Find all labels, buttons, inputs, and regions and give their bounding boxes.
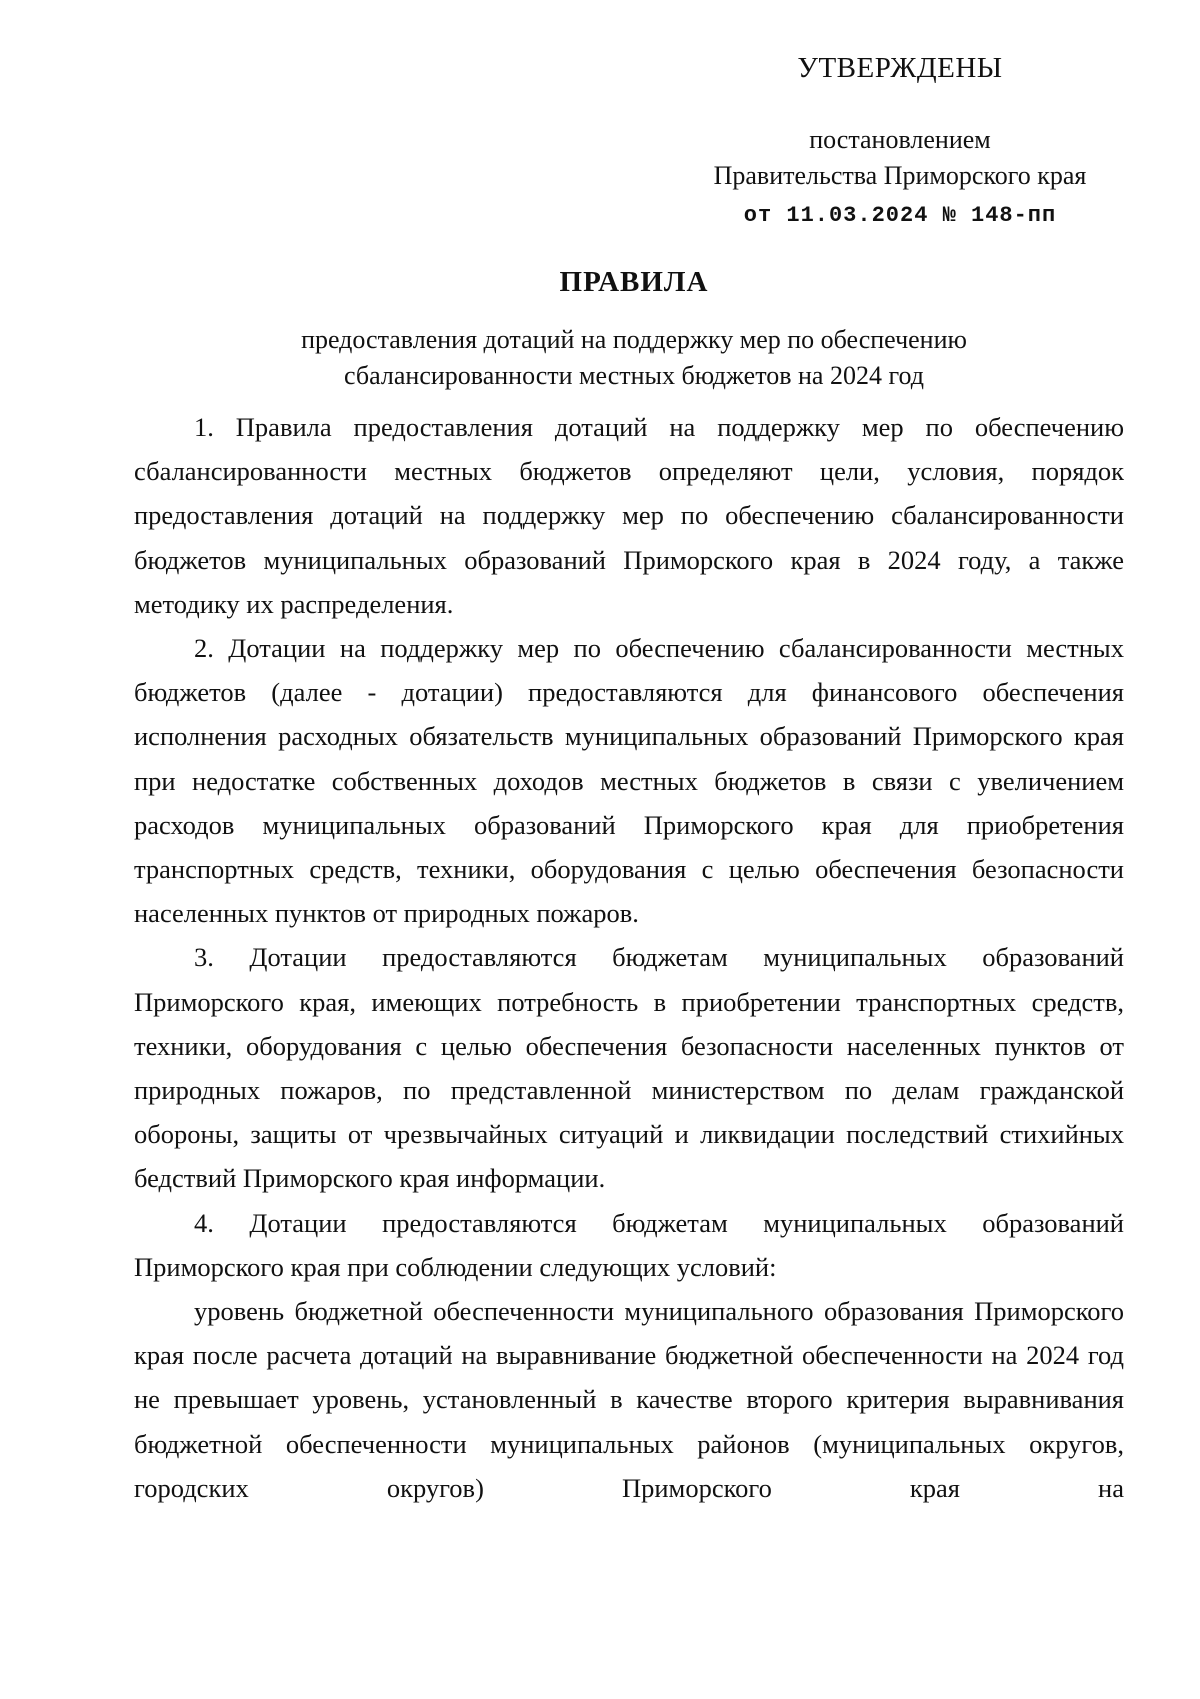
paragraph-1: 1. Правила предоставления дотаций на поддержку мер по обеспечению сбалансированности местных бюджетов определяют цели, условия, порядок предоставления дотаций на поддержку мер по обеспечению сбалансированности бюджетов муниципальных образований Приморского края в 2024 году, а также методику их распределения. [134, 412, 1124, 619]
approval-line-government: Правительства Приморского края [713, 161, 1087, 190]
paragraph-3: 3. Дотации предоставляются бюджетам муниципальных образований Приморского края, имеющих потребность в приобретении транспортных средств, техники, оборудования с целью обеспечения безопасности населенных пунктов от природных пожаров, по представленной министерством по делам гражданской обороны, защиты от чрезвычайных ситуаций и ликвидации последствий стихийных бедствий Приморского края информации. [134, 942, 1124, 1194]
document-body [134, 405, 1124, 1510]
paragraph-5: уровень бюджетной обеспеченности муниципального образования Приморского края после расчета дотаций на выравнивание бюджетной обеспеченности на 2024 год не превышает уровень, установленный в качестве второго критерия выравнивания бюджетной обеспеченности муниципальных районов (муниципальных округов, городских округов) Приморского края на [134, 1296, 1124, 1503]
document-subtitle-line-2: сбалансированности местных бюджетов на 2024 год [344, 361, 924, 390]
paragraph-2: 2. Дотации на поддержку мер по обеспечению сбалансированности местных бюджетов (далее - дотации) предоставляются для финансового обеспечения исполнения расходных обязательств муниципальных образований Приморского края при недостатке собственных доходов местных бюджетов в связи с увеличением расходов муниципальных образований Приморского края для приобретения транспортных средств, техники, оборудования с целью обеспечения безопасности населенных пунктов от природных пожаров. [134, 633, 1124, 929]
title-block [134, 262, 1134, 394]
approval-stamp [690, 48, 1110, 236]
paragraph-4: 4. Дотации предоставляются бюджетам муниципальных образований Приморского края при соблюдении следующих условий: [134, 1207, 1124, 1282]
document-subtitle-line-1: предоставления дотаций на поддержку мер по обеспечению [301, 325, 967, 354]
approved-heading: УТВЕРЖДЕНЫ [797, 52, 1003, 84]
approval-date-number: от 11.03.2024 № 148-пп [743, 203, 1057, 228]
document-title: ПРАВИЛА [559, 266, 709, 298]
approval-line-resolution: постановлением [809, 125, 991, 154]
